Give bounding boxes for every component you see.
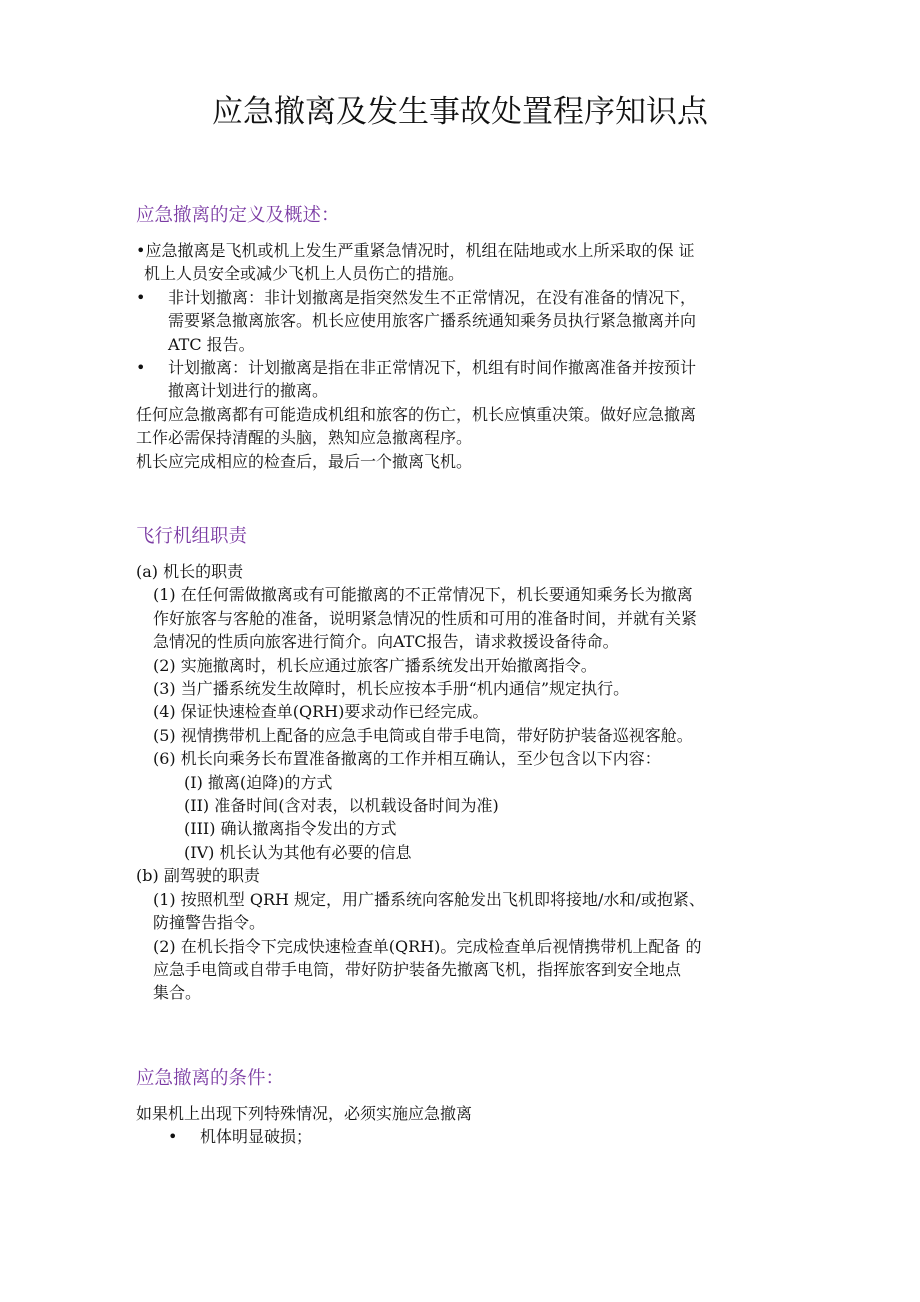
sub-list-item: (II) 准备时间(含对表，以机载设备时间为准) [184, 796, 499, 816]
paragraph-line: 防撞警告指令。 [153, 913, 266, 933]
paragraph-line: 急情况的性质向旅客进行简介。向ATC报告，请求救援设备待命。 [153, 632, 619, 652]
section-heading: 应急撤离的定义及概述： [136, 205, 340, 226]
bullet-icon: • [136, 287, 146, 307]
paragraph-line: (1) 在任何需做撤离或有可能撤离的不正常情况下，机长要通知乘务长为撤离 [153, 585, 693, 605]
section-definition [136, 203, 796, 473]
list-item [136, 286, 796, 309]
paragraph-line: (2) 实施撤离时，机长应通过旅客广播系统发出开始撤离指令。 [153, 655, 597, 675]
page-title: 应急撤离及发生事故处置程序知识点 [212, 94, 708, 130]
paragraph-line: (4) 保证快速检查单(QRH)要求动作已经完成。 [153, 702, 489, 722]
list-item-text: 计划撤离：计划撤离是指在非正常情况下，机组有时间作撤离准备并按预计 [168, 358, 697, 378]
paragraph-line: 如果机上出现下列特殊情况，必须实施应急撤离 [136, 1104, 473, 1123]
sub-list-item: (IV) 机长认为其他有必要的信息 [184, 842, 412, 862]
subheading-first-officer: (b) 副驾驶的职责 [136, 866, 260, 886]
list-item-text: 非计划撤离：非计划撤离是指突然发生不正常情况，在没有准备的情况下， [168, 287, 697, 307]
section-flight-crew-duties [136, 524, 796, 1005]
paragraph-line: 任何应急撤离都有可能造成机组和旅客的伤亡，机长应慎重决策。做好应急撤离 [136, 404, 697, 424]
sub-list-item: (III) 确认撤离指令发出的方式 [184, 819, 397, 839]
paragraph-line: 集合。 [153, 983, 202, 1003]
paragraph-line: 机长应完成相应的检查后，最后一个撤离飞机。 [136, 451, 473, 471]
sub-list-item: (I) 撤离(迫降)的方式 [184, 772, 333, 792]
paragraph-line: (3) 当广播系统发生故障时，机长应按本手册“机内通信”规定执行。 [153, 679, 630, 699]
paragraph-line: (6) 机长向乘务长布置准备撤离的工作并相互确认，至少包含以下内容： [153, 749, 661, 769]
list-item [136, 356, 796, 379]
paragraph-line: (1) 按照机型 QRH 规定，用广播系统向客舱发出飞机即将接地/水和/或抱紧、 [153, 889, 705, 909]
section-heading: 应急撤离的条件： [136, 1068, 285, 1089]
paragraph-line: 机上人员安全或减少飞机上人员伤亡的措施。 [144, 264, 465, 284]
paragraph-line: (2) 在机长指令下完成快速检查单(QRH)。完成检查单后视情携带机上配备 的 [153, 936, 702, 956]
bullet-icon: • [168, 1127, 178, 1147]
section-heading: 飞行机组职责 [136, 526, 248, 547]
section-evacuation-conditions [136, 1066, 796, 1149]
paragraph-line: (5) 视情携带机上配备的应急手电筒或自带手电筒，带好防护装备巡视客舱。 [153, 725, 693, 745]
paragraph-line: 作好旅客与客舱的准备，说明紧急情况的性质和可用的准备时间，并就有关紧 [153, 608, 698, 628]
paragraph-line: •应急撤离是飞机或机上发生严重紧急情况时，机组在陆地或水上所采取的保 证 [136, 241, 695, 260]
paragraph-line: 撤离计划进行的撤离。 [168, 381, 329, 401]
paragraph-line: ATC 报告。 [168, 334, 255, 354]
bullet-icon: • [136, 358, 146, 378]
list-item [136, 1125, 796, 1148]
paragraph-line: 应急手电筒或自带手电筒，带好防护装备先撤离飞机，指挥旅客到安全地点 [153, 959, 682, 979]
list-item-text: 机体明显破损； [200, 1127, 313, 1147]
paragraph-line: 需要紧急撤离旅客。机长应使用旅客广播系统通知乘务员执行紧急撤离并向 [168, 311, 697, 331]
subheading-captain: (a) 机长的职责 [136, 562, 244, 581]
paragraph-line: 工作必需保持清醒的头脑，熟知应急撤离程序。 [136, 428, 473, 448]
